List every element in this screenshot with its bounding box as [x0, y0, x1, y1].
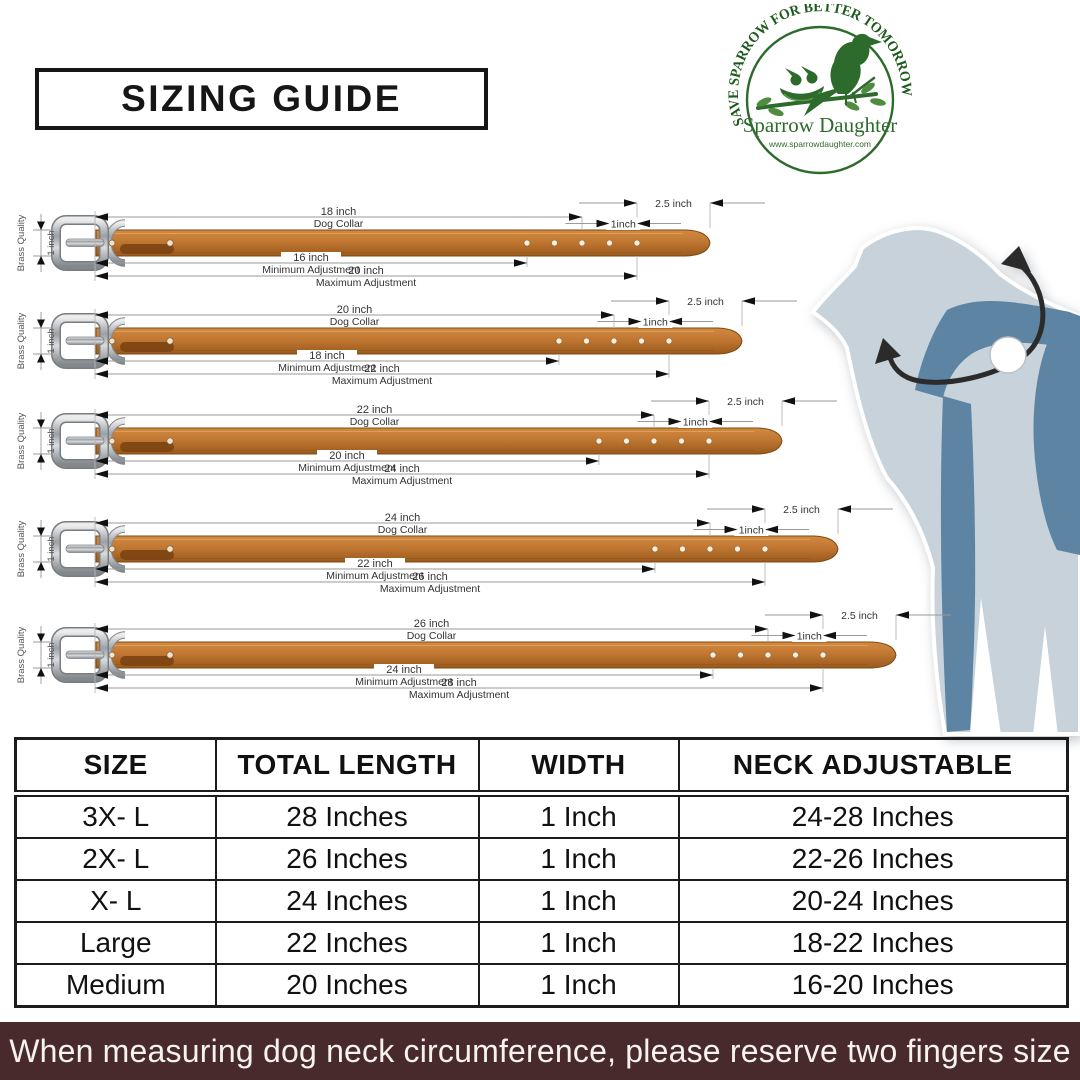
table-cell: 22-26 Inches — [679, 838, 1068, 880]
rivet — [167, 338, 173, 344]
collar-diagram-svg — [8, 190, 1070, 296]
collar-diagram-row — [8, 288, 1070, 394]
page-title-box — [35, 68, 488, 130]
collar-diagram-svg — [8, 496, 1070, 602]
table-column-header: TOTAL LENGTH — [216, 739, 479, 794]
svg-text:18 inch: 18 inch — [320, 206, 357, 218]
svg-text:2.5 inch: 2.5 inch — [655, 198, 692, 210]
strap-tongue — [120, 342, 174, 352]
table-row — [16, 922, 1068, 964]
logo-arc-text: SAVE SPARROW FOR BETTER TOMORROW — [725, 4, 915, 129]
rivet — [109, 438, 115, 444]
adjustment-hole — [624, 438, 630, 444]
table-cell: 16-20 Inches — [679, 964, 1068, 1007]
svg-text:Maximum Adjustment: Maximum Adjustment — [315, 277, 417, 289]
brand-logo — [722, 4, 922, 194]
svg-text:16 inch: 16 inch — [293, 252, 329, 264]
svg-text:Maximum Adjustment: Maximum Adjustment — [408, 689, 510, 701]
brass-quality-label: Brass Quality — [16, 312, 27, 370]
buckle-prong — [66, 337, 104, 345]
strap-tongue — [120, 244, 174, 254]
svg-text:22 inch: 22 inch — [364, 363, 400, 375]
brass-quality-label: Brass Quality — [16, 412, 27, 470]
adjustment-hole — [579, 240, 585, 246]
svg-text:24 inch: 24 inch — [384, 463, 420, 475]
adjustment-hole — [652, 546, 658, 552]
adjustment-hole — [524, 240, 530, 246]
table-cell: 24-28 Inches — [679, 794, 1068, 839]
table-cell: X- L — [16, 880, 216, 922]
rivet — [167, 652, 173, 658]
adjustment-hole — [651, 438, 657, 444]
table-column-header: WIDTH — [479, 739, 679, 794]
table-row — [16, 794, 1068, 839]
footer-note-banner — [0, 1022, 1080, 1080]
adjustment-hole — [735, 546, 741, 552]
svg-text:2.5 inch: 2.5 inch — [687, 296, 724, 308]
adjustment-hole — [680, 546, 686, 552]
svg-text:Dog Collar: Dog Collar — [313, 218, 364, 230]
table-cell: Medium — [16, 964, 216, 1007]
svg-text:1inch: 1inch — [738, 524, 764, 537]
table-row — [16, 838, 1068, 880]
svg-text:26 inch: 26 inch — [413, 618, 450, 630]
buckle-prong — [66, 651, 104, 659]
table-cell: 2X- L — [16, 838, 216, 880]
adjustment-hole — [738, 652, 744, 658]
rivet — [109, 546, 115, 552]
logo-brand-text: Sparrow Daughter — [742, 113, 898, 137]
svg-text:20 inch: 20 inch — [348, 265, 384, 277]
collar-diagram-svg — [8, 602, 1070, 708]
svg-text:2.5 inch: 2.5 inch — [727, 396, 764, 408]
rivet — [109, 240, 115, 246]
table-cell: 18-22 Inches — [679, 922, 1068, 964]
brass-quality-label: Brass Quality — [16, 214, 27, 272]
svg-text:Minimum Adjustment: Minimum Adjustment — [326, 570, 424, 582]
width-label: 1 inch — [46, 230, 57, 256]
adjustment-hole — [634, 240, 640, 246]
adjustment-hole — [556, 338, 562, 344]
width-label: 1 inch — [46, 642, 57, 668]
adjustment-hole — [639, 338, 645, 344]
table-cell: 26 Inches — [216, 838, 479, 880]
adjustment-hole — [596, 438, 602, 444]
rivet — [109, 338, 115, 344]
svg-text:Maximum Adjustment: Maximum Adjustment — [379, 583, 481, 595]
width-label: 1 inch — [46, 428, 57, 454]
svg-text:22 inch: 22 inch — [357, 558, 393, 570]
rivet — [167, 240, 173, 246]
brass-quality-label: Brass Quality — [16, 520, 27, 578]
adjustment-hole — [679, 438, 685, 444]
svg-text:20 inch: 20 inch — [336, 304, 373, 316]
svg-text:Dog Collar: Dog Collar — [349, 416, 400, 428]
svg-text:Minimum Adjustment: Minimum Adjustment — [262, 264, 360, 276]
table-cell: 1 Inch — [479, 838, 679, 880]
brand-logo-svg — [722, 4, 922, 194]
collar-diagram-svg — [8, 388, 1070, 494]
svg-text:2.5 inch: 2.5 inch — [841, 610, 878, 622]
adjustment-hole — [762, 546, 768, 552]
svg-text:18 inch: 18 inch — [309, 350, 345, 362]
svg-text:1inch: 1inch — [682, 416, 708, 429]
footer-note: When measuring dog neck circumference, please reserve two fingers size — [9, 1032, 1071, 1069]
svg-text:Maximum Adjustment: Maximum Adjustment — [351, 475, 453, 487]
svg-text:1inch: 1inch — [610, 218, 636, 231]
table-cell: 3X- L — [16, 794, 216, 839]
page-title: SIZING GUIDE — [121, 78, 402, 119]
width-label: 1 inch — [46, 536, 57, 562]
collar-diagram-row — [8, 190, 1070, 296]
svg-text:Minimum Adjustment: Minimum Adjustment — [278, 362, 376, 374]
svg-text:24 inch: 24 inch — [386, 664, 422, 676]
table-cell: 22 Inches — [216, 922, 479, 964]
svg-text:26 inch: 26 inch — [412, 571, 448, 583]
svg-text:Dog Collar: Dog Collar — [377, 524, 428, 536]
collar-diagram-row — [8, 602, 1070, 708]
adjustment-hole — [584, 338, 590, 344]
collar-diagram-row — [8, 496, 1070, 602]
svg-text:22 inch: 22 inch — [356, 404, 393, 416]
adjustment-hole — [765, 652, 771, 658]
adjustment-hole — [710, 652, 716, 658]
table-row — [16, 964, 1068, 1007]
table-cell: 24 Inches — [216, 880, 479, 922]
size-table-header-row — [16, 739, 1068, 794]
svg-text:24 inch: 24 inch — [384, 512, 421, 524]
svg-text:Dog Collar: Dog Collar — [329, 316, 380, 328]
adjustment-hole — [793, 652, 799, 658]
adjustment-hole — [820, 652, 826, 658]
table-cell: Large — [16, 922, 216, 964]
size-table — [14, 737, 1069, 1008]
table-column-header: NECK ADJUSTABLE — [679, 739, 1068, 794]
svg-text:1inch: 1inch — [642, 316, 668, 329]
svg-text:2.5 inch: 2.5 inch — [783, 504, 820, 516]
svg-text:20 inch: 20 inch — [329, 450, 365, 462]
buckle-prong — [66, 545, 104, 553]
svg-text:1inch: 1inch — [796, 630, 822, 643]
logo-website-text: www.sparrowdaughter.com — [768, 139, 872, 149]
width-label: 1 inch — [46, 328, 57, 354]
rivet — [167, 546, 173, 552]
table-column-header: SIZE — [16, 739, 216, 794]
table-cell: 1 Inch — [479, 794, 679, 839]
adjustment-hole — [666, 338, 672, 344]
size-table-body — [16, 794, 1068, 1007]
buckle-prong — [66, 437, 104, 445]
adjustment-hole — [552, 240, 558, 246]
adjustment-hole — [611, 338, 617, 344]
table-cell: 20 Inches — [216, 964, 479, 1007]
svg-text:Dog Collar: Dog Collar — [406, 630, 457, 642]
adjustment-hole — [707, 546, 713, 552]
table-row — [16, 880, 1068, 922]
strap-tongue — [120, 656, 174, 666]
table-cell: 1 Inch — [479, 964, 679, 1007]
table-cell: 1 Inch — [479, 922, 679, 964]
strap-tongue — [120, 550, 174, 560]
collar-diagram-svg — [8, 288, 1070, 394]
collar-diagram-row — [8, 388, 1070, 494]
svg-text:Minimum Adjustment: Minimum Adjustment — [298, 462, 396, 474]
adjustment-hole — [607, 240, 613, 246]
table-cell: 1 Inch — [479, 880, 679, 922]
brass-quality-label: Brass Quality — [16, 626, 27, 684]
svg-text:Minimum Adjustment: Minimum Adjustment — [355, 676, 453, 688]
svg-text:28 inch: 28 inch — [441, 677, 477, 689]
rivet — [109, 652, 115, 658]
buckle-prong — [66, 239, 104, 247]
adjustment-hole — [706, 438, 712, 444]
strap-tongue — [120, 442, 174, 452]
table-cell: 28 Inches — [216, 794, 479, 839]
rivet — [167, 438, 173, 444]
svg-text:Maximum Adjustment: Maximum Adjustment — [331, 375, 433, 387]
table-cell: 20-24 Inches — [679, 880, 1068, 922]
